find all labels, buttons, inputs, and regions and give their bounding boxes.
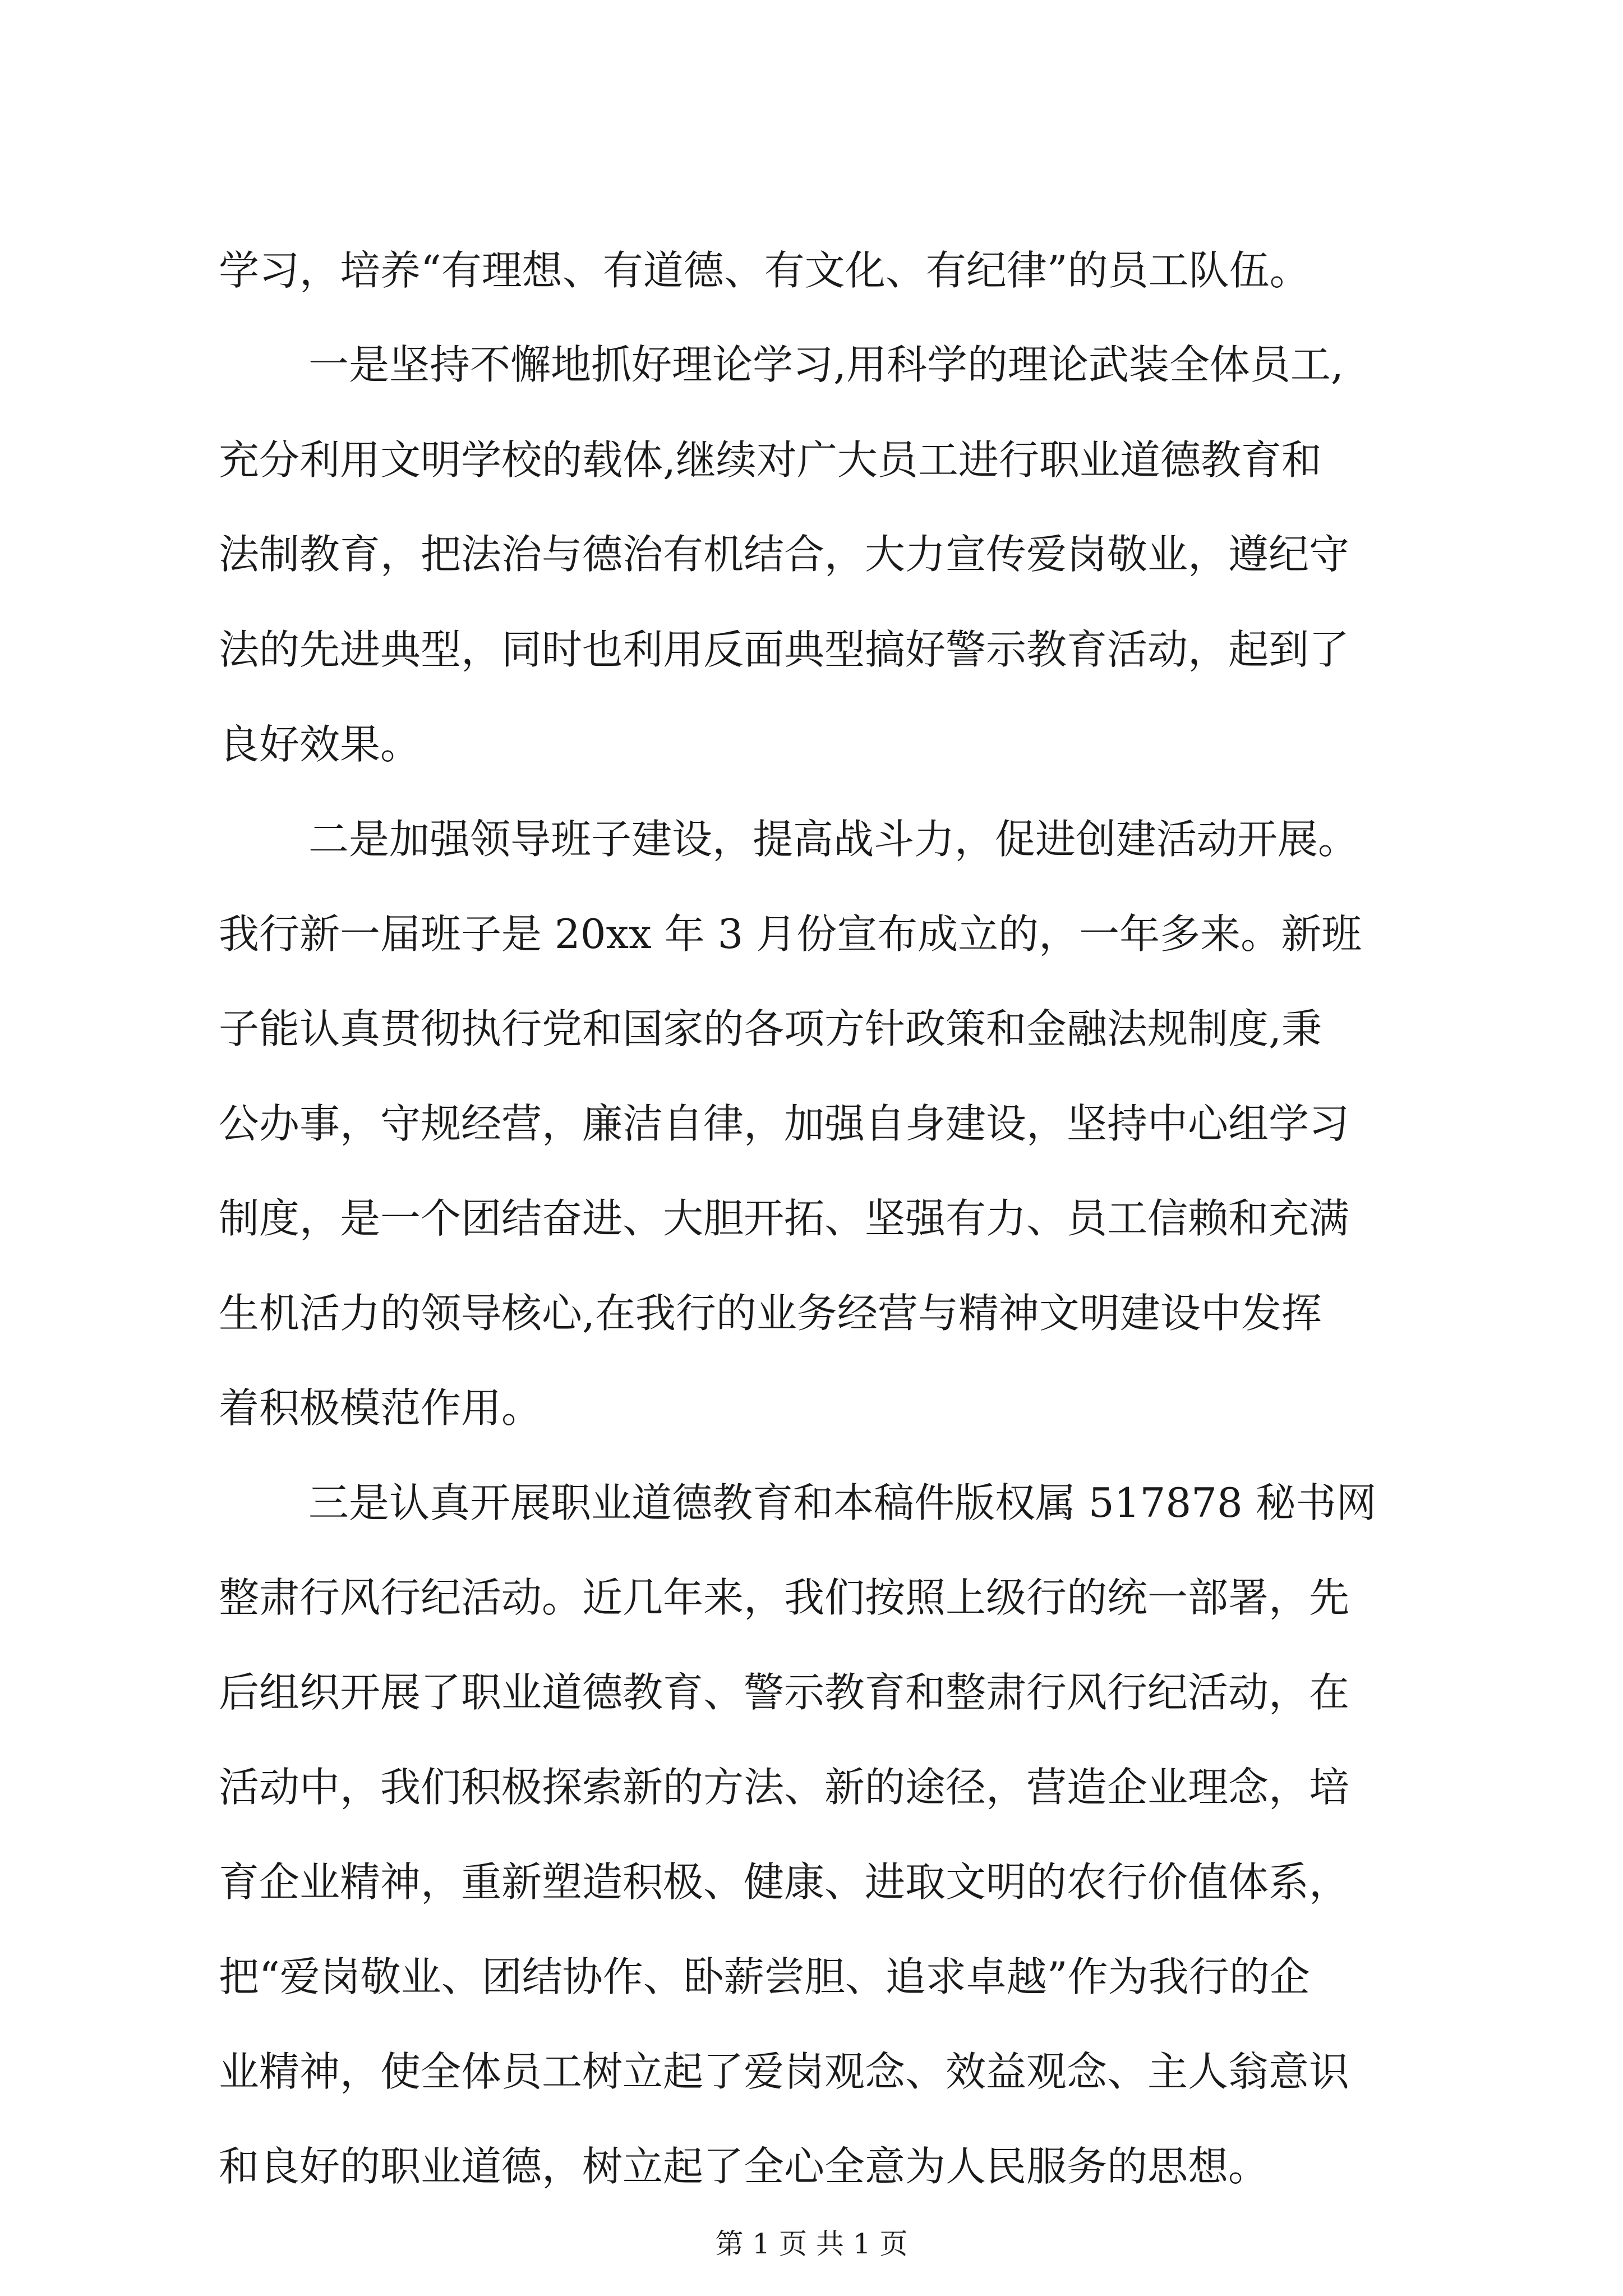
paragraph-line: 后组织开展了职业道德教育、警示教育和整肃行风行纪活动，在 (219, 1669, 1350, 1716)
paragraph-line: 育企业精神，重新塑造积极、健康、进取文明的农行价值体系， (219, 1858, 1350, 1906)
paragraph-line: 法制教育，把法治与德治有机结合，大力宣传爱岗敬业，遵纪守 (219, 531, 1350, 578)
paragraph-line: 充分利用文明学校的载体,继续对广大员工进行职业道德教育和 (219, 436, 1322, 484)
paragraph-line: 着积极模范作用。 (219, 1384, 542, 1432)
page-footer: 第 1 页 共 1 页 (715, 2228, 908, 2260)
paragraph-line: 业精神，使全体员工树立起了爱岗观念、效益观念、主人翁意识 (219, 2048, 1350, 2095)
paragraph-line: 我行新一届班子是 20xx 年 3 月份宣布成立的，一年多来。新班 (219, 910, 1362, 958)
paragraph-line: 三是认真开展职业道德教育和本稿件版权属 517878 秘书网 (308, 1479, 1377, 1526)
paragraph-line: 和良好的职业道德，树立起了全心全意为人民服务的思想。 (219, 2143, 1269, 2190)
paragraph-line: 整肃行风行纪活动。近几年来，我们按照上级行的统一部署，先 (219, 1574, 1350, 1621)
paragraph-line: 二是加强领导班子建设，提高战斗力，促进创建活动开展。 (308, 816, 1359, 863)
paragraph-line: 一是坚持不懈地抓好理论学习,用科学的理论武装全体员工, (308, 341, 1344, 388)
paragraph-line: 学习，培养“有理想、有道德、有文化、有纪律”的员工队伍。 (219, 247, 1310, 294)
paragraph-line: 良好效果。 (219, 721, 421, 768)
paragraph-line: 法的先进典型，同时也利用反面典型搞好警示教育活动，起到了 (219, 626, 1350, 673)
paragraph-line: 公办事，守规经营，廉洁自律，加强自身建设，坚持中心组学习 (219, 1100, 1350, 1147)
paragraph-line: 子能认真贯彻执行党和国家的各项方针政策和金融法规制度,秉 (219, 1005, 1322, 1052)
paragraph-line: 活动中，我们积极探索新的方法、新的途径，营造企业理念，培 (219, 1764, 1350, 1811)
paragraph-line: 把“爱岗敬业、团结协作、卧薪尝胆、追求卓越”作为我行的企 (219, 1953, 1310, 2000)
paragraph-line: 生机活力的领导核心,在我行的业务经营与精神文明建设中发挥 (219, 1290, 1322, 1337)
paragraph-line: 制度，是一个团结奋进、大胆开拓、坚强有力、员工信赖和充满 (219, 1195, 1350, 1242)
